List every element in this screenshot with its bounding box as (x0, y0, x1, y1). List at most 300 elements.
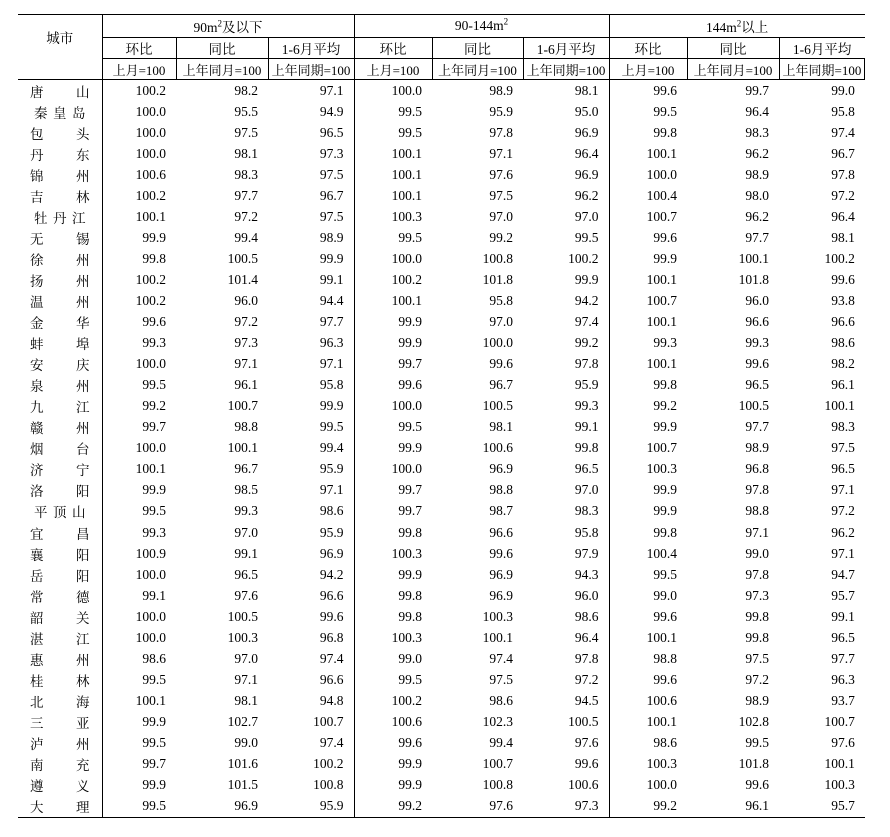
index-value: 99.3 (102, 333, 176, 354)
metric-header: 环比 (609, 38, 687, 59)
index-value: 100.0 (102, 438, 176, 459)
index-value: 100.3 (354, 543, 432, 564)
index-value: 100.0 (102, 101, 176, 122)
index-value: 100.5 (738, 398, 769, 414)
index-value: 100.2 (354, 269, 432, 290)
index-value: 97.5 (234, 124, 258, 140)
city-name: 无锡 (30, 231, 90, 247)
index-value: 97.7 (319, 314, 344, 330)
index-value: 99.9 (102, 480, 176, 501)
table-row (18, 796, 865, 818)
base-header: 上年同期=100 (523, 59, 609, 80)
base-header: 上年同期=100 (779, 59, 865, 80)
index-value: 98.6 (831, 335, 855, 351)
index-value: 99.5 (574, 229, 599, 245)
index-value: 99.2 (489, 229, 513, 245)
table-row (18, 290, 865, 311)
index-value: 99.6 (745, 356, 769, 372)
index-value: 100.6 (354, 711, 432, 732)
index-value: 97.3 (745, 587, 769, 603)
index-value: 99.9 (102, 711, 176, 732)
index-value: 99.6 (609, 227, 687, 248)
index-value: 97.4 (319, 650, 344, 666)
city-name: 泸州 (30, 736, 90, 752)
index-value: 94.8 (319, 692, 344, 708)
city-name: 徐州 (30, 252, 90, 268)
index-value: 97.0 (574, 208, 599, 224)
index-value: 96.4 (745, 103, 769, 119)
index-value: 99.5 (354, 122, 432, 143)
index-value: 97.8 (831, 166, 855, 182)
index-value: 95.9 (268, 796, 354, 818)
index-value: 99.0 (831, 82, 855, 98)
table-row (18, 501, 865, 522)
index-value: 99.0 (354, 648, 432, 669)
index-value: 102.8 (738, 713, 769, 729)
index-value: 97.5 (319, 166, 344, 182)
index-value: 98.1 (574, 82, 599, 98)
base-header: 上年同月=100 (176, 59, 268, 80)
index-value: 96.6 (831, 314, 855, 330)
index-value: 99.8 (102, 248, 176, 269)
index-value: 100.4 (609, 185, 687, 206)
city-name: 常德 (30, 589, 90, 605)
city-name: 桂林 (30, 673, 90, 689)
index-value: 96.9 (489, 566, 513, 582)
city-name: 蚌埠 (30, 337, 90, 353)
index-value: 97.5 (831, 440, 855, 456)
index-value: 99.8 (609, 375, 687, 396)
index-value: 98.3 (831, 419, 855, 435)
index-value: 96.6 (319, 587, 344, 603)
index-value: 100.0 (102, 122, 176, 143)
index-value: 100.0 (102, 564, 176, 585)
index-value: 97.0 (574, 482, 599, 498)
index-value: 100.7 (609, 206, 687, 227)
index-value: 100.0 (102, 354, 176, 375)
index-value: 99.9 (609, 417, 687, 438)
index-value: 100.3 (227, 629, 258, 645)
table-row (18, 732, 865, 753)
metric-header: 环比 (354, 38, 432, 59)
table-row (18, 185, 865, 206)
index-value: 100.0 (102, 606, 176, 627)
index-value: 100.2 (354, 690, 432, 711)
index-value: 98.3 (574, 503, 599, 519)
index-value: 102.3 (482, 713, 513, 729)
city-name: 扬州 (30, 273, 90, 289)
index-value: 100.4 (609, 543, 687, 564)
index-value: 97.0 (234, 524, 258, 540)
index-value: 100.1 (354, 290, 432, 311)
index-value: 99.6 (831, 271, 855, 287)
table-row (18, 669, 865, 690)
city-name: 襄阳 (30, 547, 90, 563)
index-value: 96.9 (319, 545, 344, 561)
table-row (18, 248, 865, 269)
index-value: 100.1 (227, 440, 258, 456)
index-value: 97.6 (234, 587, 258, 603)
table-row (18, 564, 865, 585)
index-value: 95.5 (234, 103, 258, 119)
index-value: 97.1 (319, 482, 344, 498)
index-value: 96.0 (745, 292, 769, 308)
index-value: 99.6 (354, 375, 432, 396)
index-value: 101.8 (482, 271, 513, 287)
index-value: 99.5 (745, 734, 769, 750)
city-name: 锦州 (30, 168, 90, 184)
index-value: 99.9 (354, 312, 432, 333)
index-value: 100.7 (609, 290, 687, 311)
index-value: 96.6 (489, 524, 513, 540)
index-value: 97.6 (489, 166, 513, 182)
index-value: 100.2 (102, 290, 176, 311)
index-value: 99.1 (319, 271, 344, 287)
index-value: 98.1 (234, 145, 258, 161)
index-value: 96.2 (745, 208, 769, 224)
index-value: 99.5 (102, 375, 176, 396)
index-value: 96.5 (319, 124, 344, 140)
metric-header: 环比 (102, 38, 176, 59)
index-value: 100.8 (482, 777, 513, 793)
index-value: 100.2 (102, 185, 176, 206)
metric-header: 同比 (432, 38, 523, 59)
index-value: 96.2 (574, 187, 599, 203)
index-value: 99.9 (102, 227, 176, 248)
index-value: 99.8 (609, 122, 687, 143)
index-value: 97.3 (319, 145, 344, 161)
index-value: 100.7 (609, 438, 687, 459)
index-value: 97.4 (574, 314, 599, 330)
index-value: 99.7 (354, 480, 432, 501)
index-value: 100.3 (609, 754, 687, 775)
index-value: 94.4 (319, 292, 344, 308)
index-value: 99.3 (745, 335, 769, 351)
index-value: 98.5 (234, 482, 258, 498)
index-value: 97.2 (574, 671, 599, 687)
index-value: 97.6 (574, 734, 599, 750)
city-name: 南充 (30, 758, 90, 774)
index-value: 99.9 (354, 775, 432, 796)
table-row (18, 754, 865, 775)
table-body (18, 80, 865, 818)
index-value: 97.5 (745, 650, 769, 666)
table-row (18, 354, 865, 375)
index-value: 99.1 (831, 608, 855, 624)
index-value: 96.7 (319, 187, 344, 203)
index-value: 99.6 (574, 756, 599, 772)
metric-header: 1-6月平均 (779, 38, 865, 59)
index-value: 99.4 (319, 440, 344, 456)
index-value: 99.6 (609, 606, 687, 627)
base-header: 上月=100 (354, 59, 432, 80)
index-value: 97.7 (745, 419, 769, 435)
index-value: 100.1 (102, 459, 176, 480)
index-value: 99.9 (574, 271, 599, 287)
index-value: 100.0 (354, 459, 432, 480)
price-index-table (18, 14, 865, 818)
index-value: 96.9 (574, 124, 599, 140)
index-value: 96.6 (319, 671, 344, 687)
index-value: 99.1 (574, 419, 599, 435)
index-value: 97.5 (319, 208, 344, 224)
city-name: 唐山 (30, 84, 90, 100)
index-value: 97.5 (489, 671, 513, 687)
index-value: 95.8 (574, 524, 599, 540)
index-value: 96.1 (687, 796, 779, 818)
index-value: 97.3 (234, 335, 258, 351)
index-value: 97.0 (234, 650, 258, 666)
city-name: 北海 (30, 694, 90, 710)
index-value: 99.6 (489, 356, 513, 372)
index-value: 97.2 (745, 671, 769, 687)
index-value: 96.0 (234, 292, 258, 308)
index-value: 100.6 (482, 440, 513, 456)
table-row (18, 775, 865, 796)
index-value: 97.8 (574, 650, 599, 666)
index-value: 97.7 (745, 229, 769, 245)
index-value: 96.7 (489, 377, 513, 393)
index-value: 98.9 (489, 82, 513, 98)
index-value: 100.1 (609, 312, 687, 333)
table-row (18, 396, 865, 417)
index-value: 100.3 (482, 608, 513, 624)
index-value: 96.0 (574, 587, 599, 603)
index-value: 98.3 (745, 124, 769, 140)
index-value: 100.1 (102, 690, 176, 711)
index-value: 100.5 (227, 250, 258, 266)
index-value: 96.3 (319, 335, 344, 351)
index-value: 99.2 (102, 396, 176, 417)
index-value: 96.5 (234, 566, 258, 582)
index-value: 95.8 (319, 377, 344, 393)
index-value: 100.3 (354, 627, 432, 648)
city-name: 济宁 (30, 463, 90, 479)
table-row (18, 585, 865, 606)
index-value: 96.4 (574, 145, 599, 161)
index-value: 100.6 (102, 164, 176, 185)
city-name: 丹东 (30, 147, 90, 163)
index-value: 100.0 (354, 248, 432, 269)
city-name: 烟台 (30, 442, 90, 458)
index-value: 99.9 (102, 775, 176, 796)
index-value: 100.7 (313, 713, 344, 729)
index-value: 99.6 (354, 732, 432, 753)
index-value: 98.6 (319, 503, 344, 519)
index-value: 100.0 (354, 80, 432, 102)
base-header: 上年同月=100 (687, 59, 779, 80)
metric-header: 1-6月平均 (523, 38, 609, 59)
table-row (18, 80, 865, 102)
index-value: 96.9 (176, 796, 268, 818)
index-value: 100.0 (102, 143, 176, 164)
index-value: 97.1 (831, 482, 855, 498)
index-value: 99.3 (609, 333, 687, 354)
index-value: 98.9 (745, 166, 769, 182)
index-value: 95.0 (574, 103, 599, 119)
index-value: 97.1 (319, 82, 344, 98)
index-value: 99.2 (354, 796, 432, 818)
index-value: 100.3 (609, 459, 687, 480)
city-name: 平顶山 (34, 505, 86, 521)
table-row (18, 227, 865, 248)
index-value: 99.5 (609, 564, 687, 585)
index-value: 100.0 (609, 775, 687, 796)
index-value: 99.9 (319, 250, 344, 266)
index-value: 95.9 (574, 377, 599, 393)
city-name: 岳阳 (30, 568, 90, 584)
index-value: 100.1 (609, 269, 687, 290)
index-value: 101.5 (227, 777, 258, 793)
index-value: 99.6 (609, 80, 687, 102)
table-row (18, 122, 865, 143)
index-value: 100.8 (482, 250, 513, 266)
index-value: 96.5 (831, 629, 855, 645)
index-value: 97.8 (745, 482, 769, 498)
index-value: 95.9 (319, 524, 344, 540)
index-value: 100.1 (354, 143, 432, 164)
index-value: 99.5 (102, 732, 176, 753)
index-value: 97.3 (523, 796, 609, 818)
index-value: 100.1 (609, 354, 687, 375)
index-value: 98.9 (745, 692, 769, 708)
index-value: 98.6 (574, 608, 599, 624)
table-row (18, 480, 865, 501)
index-value: 99.9 (354, 564, 432, 585)
index-value: 100.1 (609, 143, 687, 164)
table-row (18, 333, 865, 354)
table-row (18, 606, 865, 627)
index-value: 98.2 (234, 82, 258, 98)
index-value: 99.3 (574, 398, 599, 414)
index-value: 101.6 (227, 756, 258, 772)
index-value: 98.9 (319, 229, 344, 245)
index-value: 98.1 (831, 229, 855, 245)
table-row (18, 312, 865, 333)
table-row (18, 101, 865, 122)
city-name: 三亚 (30, 715, 90, 731)
index-value: 99.7 (354, 501, 432, 522)
index-value: 97.5 (489, 187, 513, 203)
index-value: 99.9 (319, 398, 344, 414)
index-value: 97.1 (234, 671, 258, 687)
index-value: 99.6 (319, 608, 344, 624)
index-value: 94.9 (319, 103, 344, 119)
metric-header: 1-6月平均 (268, 38, 354, 59)
index-value: 95.9 (489, 103, 513, 119)
index-value: 98.7 (489, 503, 513, 519)
index-value: 99.5 (319, 419, 344, 435)
base-header: 上年同期=100 (268, 59, 354, 80)
table-row (18, 648, 865, 669)
index-value: 100.1 (824, 398, 855, 414)
index-value: 99.8 (354, 606, 432, 627)
index-value: 97.7 (234, 187, 258, 203)
table-row (18, 522, 865, 543)
city-name: 温州 (30, 294, 90, 310)
index-value: 100.1 (609, 711, 687, 732)
index-value: 97.1 (319, 356, 344, 372)
index-value: 99.0 (609, 585, 687, 606)
index-value: 97.0 (489, 314, 513, 330)
city-name: 洛阳 (30, 484, 90, 500)
index-value: 99.9 (354, 438, 432, 459)
index-value: 99.5 (102, 669, 176, 690)
index-value: 99.8 (354, 585, 432, 606)
index-value: 100.0 (609, 164, 687, 185)
index-value: 96.5 (745, 377, 769, 393)
index-value: 96.8 (319, 629, 344, 645)
index-value: 95.8 (489, 292, 513, 308)
index-value: 98.8 (489, 482, 513, 498)
table-row (18, 206, 865, 227)
index-value: 95.7 (779, 796, 865, 818)
index-value: 98.3 (234, 166, 258, 182)
city-name: 湛江 (30, 631, 90, 647)
index-value: 100.0 (482, 335, 513, 351)
index-value: 97.2 (831, 187, 855, 203)
index-value: 97.8 (489, 124, 513, 140)
index-value: 96.6 (745, 314, 769, 330)
index-value: 99.2 (609, 796, 687, 818)
city-name: 牡丹江 (34, 210, 86, 226)
base-header: 上年同月=100 (432, 59, 523, 80)
index-value: 93.8 (831, 292, 855, 308)
table-row (18, 375, 865, 396)
table-row (18, 459, 865, 480)
index-value: 99.5 (354, 101, 432, 122)
index-value: 99.6 (609, 669, 687, 690)
index-value: 96.4 (574, 629, 599, 645)
index-value: 100.1 (102, 206, 176, 227)
table-row (18, 417, 865, 438)
index-value: 99.5 (609, 101, 687, 122)
index-value: 100.3 (824, 777, 855, 793)
index-value: 99.8 (745, 629, 769, 645)
index-value: 99.3 (102, 522, 176, 543)
index-value: 100.5 (227, 608, 258, 624)
metric-header: 同比 (687, 38, 779, 59)
index-value: 99.6 (102, 312, 176, 333)
index-value: 101.8 (738, 271, 769, 287)
base-header-blank (18, 59, 102, 80)
index-value: 102.7 (227, 713, 258, 729)
index-value: 97.4 (489, 650, 513, 666)
index-value: 99.8 (354, 522, 432, 543)
index-value: 100.1 (354, 164, 432, 185)
base-header: 上月=100 (102, 59, 176, 80)
index-value: 99.3 (234, 503, 258, 519)
index-value: 94.2 (319, 566, 344, 582)
index-value: 97.7 (831, 650, 855, 666)
index-value: 96.2 (745, 145, 769, 161)
table-row (18, 438, 865, 459)
table-row (18, 164, 865, 185)
city-name: 宜昌 (30, 526, 90, 542)
index-value: 100.9 (102, 543, 176, 564)
index-value: 99.9 (354, 333, 432, 354)
table-row (18, 690, 865, 711)
index-value: 97.1 (745, 524, 769, 540)
index-value: 99.5 (102, 501, 176, 522)
city-name: 大理 (18, 796, 102, 818)
index-value: 93.7 (831, 692, 855, 708)
group-header-large: $144m^2$以上 (609, 15, 865, 38)
index-value: 100.1 (824, 756, 855, 772)
index-value: 96.5 (831, 461, 855, 477)
index-value: 100.2 (824, 250, 855, 266)
index-value: 99.4 (234, 229, 258, 245)
